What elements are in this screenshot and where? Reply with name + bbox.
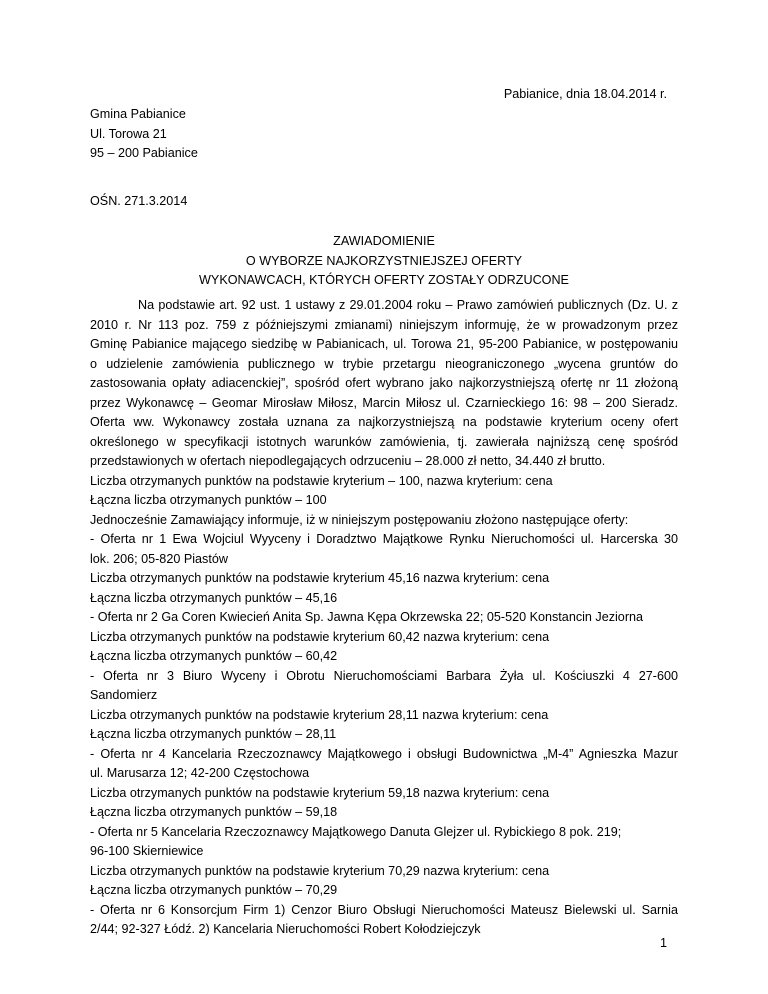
page-number: 1	[659, 936, 667, 950]
body-line: - Oferta nr 6 Konsorcjum Firm 1) Cenzor Biuro Obsługi Nieruchomości Mateusz Bielewski ul. Sarnia	[90, 902, 678, 917]
body-line: Liczba otrzymanych punktów na podstawie kryterium 60,42 nazwa kryterium: cena	[90, 629, 550, 644]
body-line: lok. 206; 05-820 Piastów	[90, 551, 228, 566]
recipient-address	[90, 105, 198, 164]
reference-number: OŚN. 271.3.2014	[90, 194, 188, 208]
title-line: O WYBORZE NAJKORZYSTNIEJSZEJ OFERTY	[245, 253, 523, 268]
address-line: Ul. Torowa 21	[90, 126, 167, 141]
body-line: Jednocześnie Zamawiający informuje, iż w niniejszym postępowaniu złożono następujące oferty:	[90, 512, 629, 527]
body-line: przedstawionych w ofertach niepodlegających odrzuceniu – 28.000 zł netto, 34.440 zł brutto.	[90, 454, 606, 468]
title-line: WYKONAWCACH, KTÓRYCH OFERTY ZOSTAŁY ODRZUCONE	[199, 273, 569, 287]
body-line: 2010 r. Nr 113 poz. 759 z późniejszymi zmianami) niniejszym informuję, że w prowadzonym przez	[90, 317, 678, 332]
body-line: ul. Marusarza 12; 42-200 Częstochowa	[90, 766, 310, 780]
body-line: Sandomierz	[90, 688, 158, 702]
body-line: - Oferta nr 3 Biuro Wyceny i Obrotu Nieruchomościami Barbara Żyła ul. Kościuszki 4 27-600	[90, 668, 678, 683]
body-line: zastosowania opłaty adiacenckiej”, spośród ofert wybrano jako najkorzystniejszą ofertę nr 11 złożoną	[90, 376, 678, 390]
body-line: Na podstawie art. 92 ust. 1 ustawy z 29.01.2004 roku – Prawo zamówień publicznych (Dz. U. z	[138, 298, 678, 312]
body-line: Łączna liczba otrzymanych punktów – 28,11	[90, 727, 337, 741]
body-line: Liczba otrzymanych punktów na podstawie kryterium 28,11 nazwa kryterium: cena	[90, 707, 549, 722]
body-line: 2/44; 92-327 Łódź. 2) Kancelaria Nieruchomości Robert Kołodziejczyk	[90, 922, 481, 936]
body-line: Liczba otrzymanych punktów na podstawie kryterium 70,29 nazwa kryterium: cena	[90, 863, 550, 878]
body-line: o udzielenie zamówienia publicznego w trybie przetargu nieograniczonego „wycena gruntów do	[90, 356, 678, 371]
body-line: przez Wykonawcę – Geomar Mirosław Miłosz, Marcin Miłosz ul. Czarnieckiego 16: 98 – 200 Sieradz.	[90, 395, 678, 410]
body-line: Łączna liczba otrzymanych punktów – 70,29	[90, 883, 338, 897]
body-line: - Oferta nr 1 Ewa Wojciul Wyyceny i Doradztwo Majątkowe Rynku Nieruchomości ul. Harcerska 30	[90, 532, 678, 546]
body-line: - Oferta nr 2 Ga Coren Kwiecień Anita Sp. Jawna Kępa Okrzewska 22; 05-520 Konstancin Jeziorna	[90, 610, 644, 624]
date-line: Pabianice, dnia 18.04.2014 r.	[503, 87, 667, 101]
body-line: Łączna liczba otrzymanych punktów – 45,16	[90, 590, 338, 605]
body-line: Liczba otrzymanych punktów na podstawie kryterium – 100, nazwa kryterium: cena	[90, 473, 553, 488]
body-line: Oferta ww. Wykonawcy została uznana za najkorzystniejszą na podstawie kryterium oceny ofert	[90, 415, 678, 429]
body-line: - Oferta nr 5 Kancelaria Rzeczoznawcy Majątkowego Danuta Glejzer ul. Rybickiego 8 pok. 219;	[90, 824, 622, 839]
body-line: - Oferta nr 4 Kancelaria Rzeczoznawcy Majątkowego i obsługi Budownictwa „M-4” Agnieszka Mazur	[90, 746, 678, 761]
body-line: Gminę Pabianice mającego siedzibę w Pabianicach, ul. Torowa 21, 95-200 Pabianice, w postępowaniu	[90, 337, 678, 351]
address-line: Gmina Pabianice	[90, 107, 186, 121]
body-line: Łączna liczba otrzymanych punktów – 100	[90, 493, 327, 507]
document-body	[90, 296, 678, 940]
body-line: Liczba otrzymanych punktów na podstawie kryterium 59,18 nazwa kryterium: cena	[90, 785, 550, 800]
address-line: 95 – 200 Pabianice	[90, 146, 198, 160]
document-title	[90, 232, 678, 291]
body-line: określonego w specyfikacji istotnych warunków zamówienia, tj. zawierała najniższą cenę spośród	[90, 434, 678, 449]
body-line: Łączna liczba otrzymanych punktów – 59,18	[90, 805, 338, 819]
body-line: Łączna liczba otrzymanych punktów – 60,42	[90, 649, 338, 663]
title-line: ZAWIADOMIENIE	[333, 234, 435, 248]
body-line: 96-100 Skierniewice	[90, 844, 204, 858]
body-line: Liczba otrzymanych punktów na podstawie kryterium 45,16 nazwa kryterium: cena	[90, 571, 550, 585]
